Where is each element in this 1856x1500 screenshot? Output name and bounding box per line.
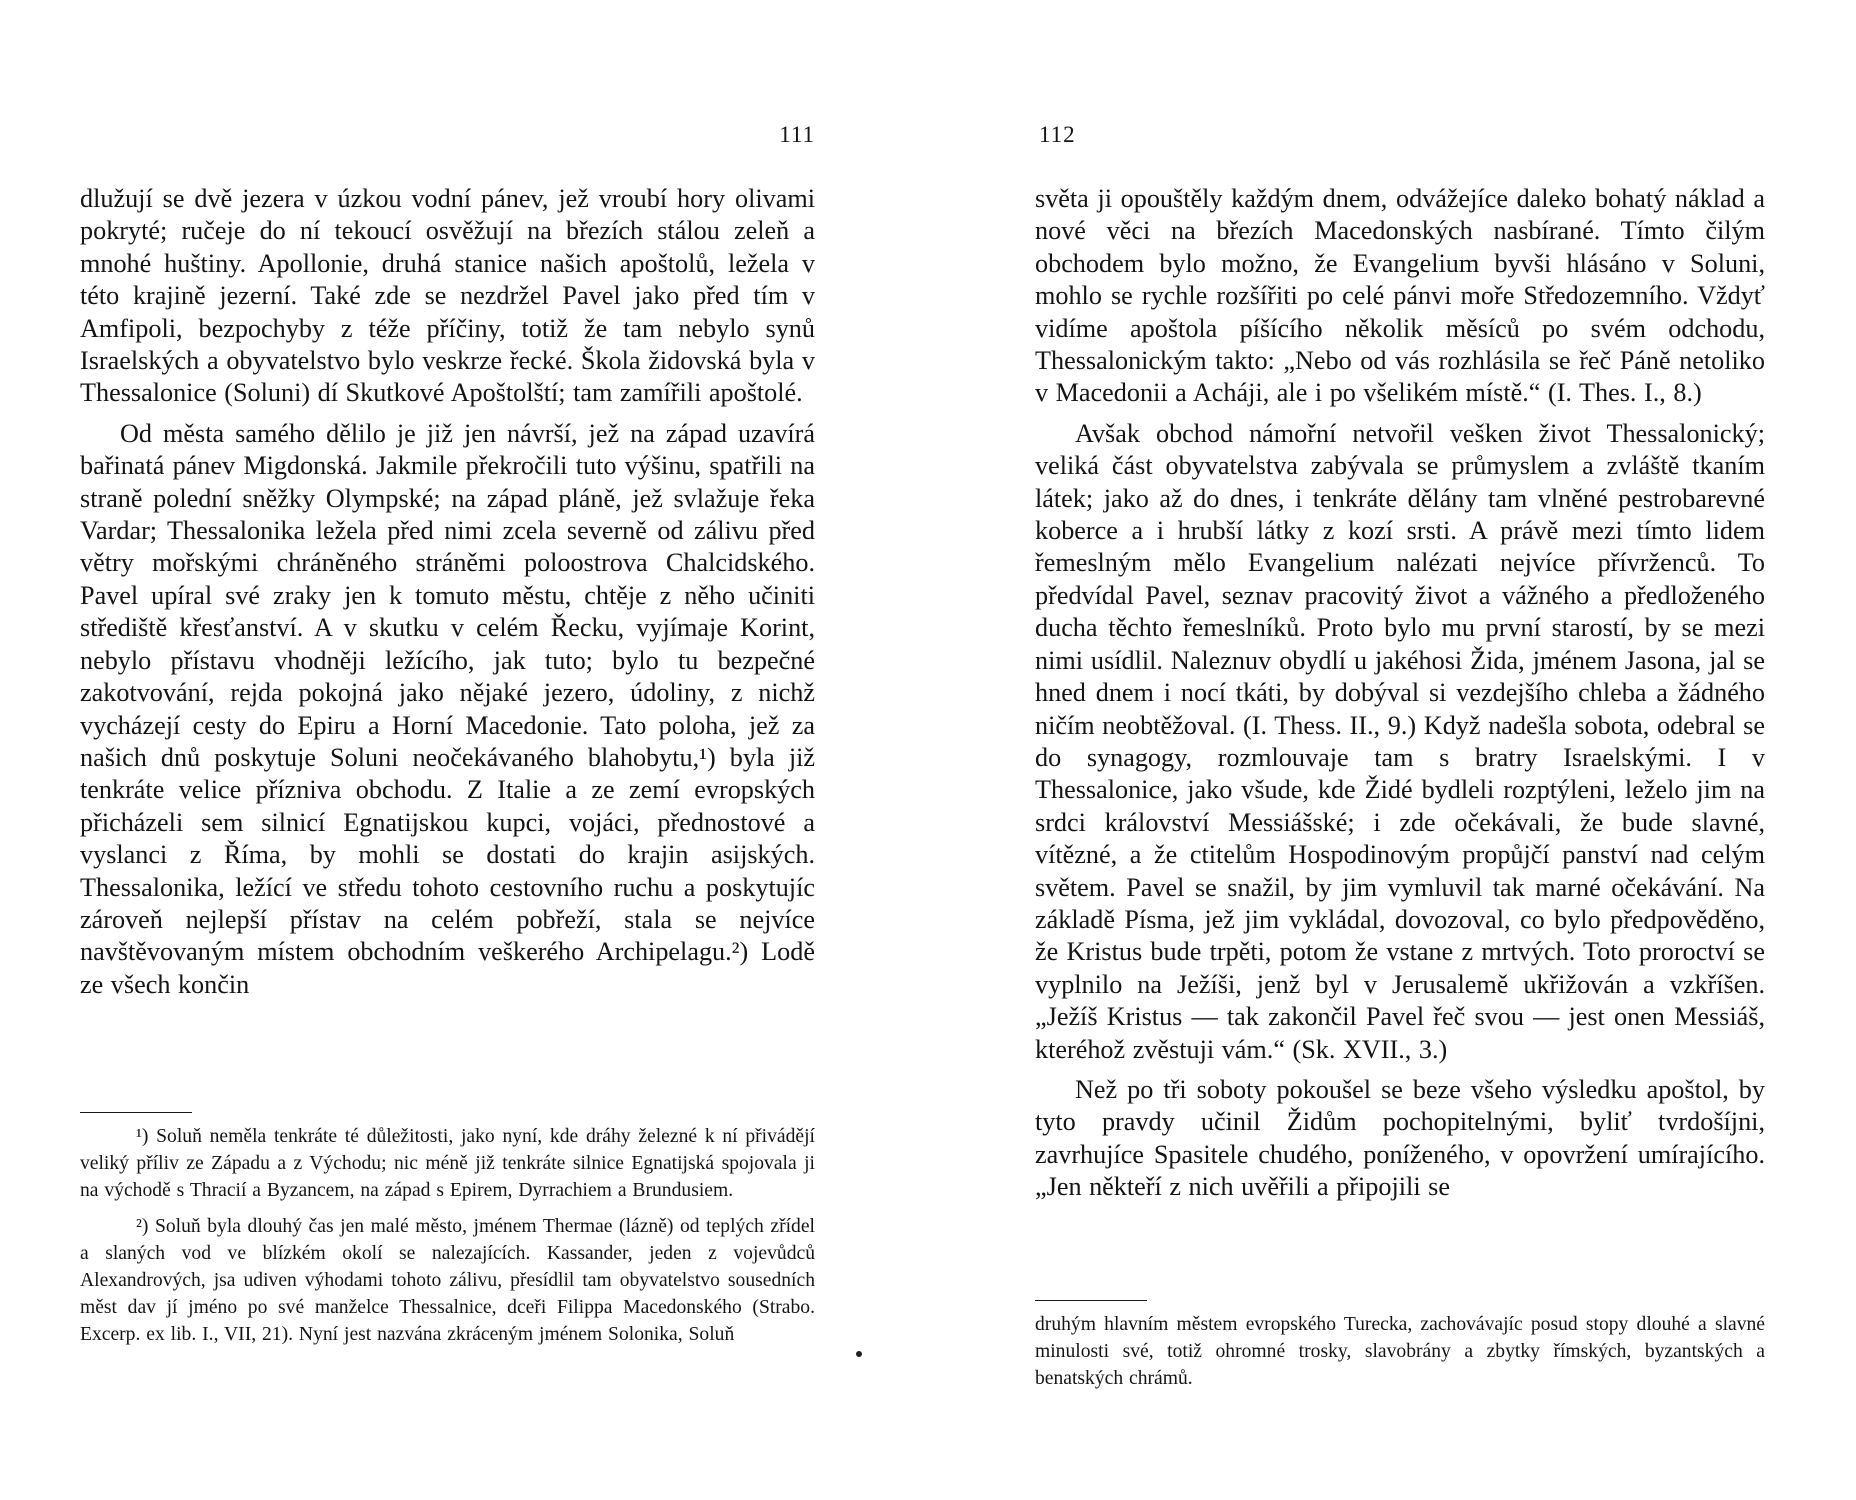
paragraph: Od města samého dělilo je již jen návrší, jež na západ uzavírá bařinatá pánev Migdonská. Jakmile překročili tuto výšinu, spatřili na straně polední sněžky Olympské; na západ pláně, jež svlažuje řeka Vardar; Thessalonika ležela před nimi zcela severně od zálivu před větry mořskými chráněného stráněmi poloostrova Chalcidského. Pavel upíral své zraky jen k tomuto městu, chtěje z něho učiniti střediště křesťanství. A v skutku v celém Řecku, vyjímaje Korint, nebylo přístavu vhodněji ležícího, jak tuto; bylo tu bezpečné zakotvování, rejda pokojná jako nějaké jezero, údoliny, z nichž vycházejí cesty do Epiru a Horní Macedonie. Tato poloha, jež za našich dnů poskytuje Soluni neočekávaného blahobytu,¹) byla již tenkráte velice přízniva obchodu. Z Italie a ze zemí evropských přicházeli sem silnicí Egnatijskou kupci, vojáci, přednostové a vyslanci z Říma, by mohli se dostati do krajin asijských. Thessalonika, ležící ve středu tohoto cestovního ruchu a poskytujíc zároveň nejlepší přístav na celém pobřeží, stala se nejvíce navštěvovaným místem obchodním veškerého Archipelagu.²) Lodě ze všech končin bbox=[80, 418, 815, 999]
footnote: ¹) Soluň neměla tenkráte té důležitosti, jako nyní, kde dráhy železné k ní přivádějí veliký příliv ze Západu a z Východu; nic méně již tenkráte silnice Egnatijská spojovala ji na východě s Thracií a Byzancem, na západ s Epirem, Dyrrachiem a Brundusiem. bbox=[80, 1126, 815, 1202]
footnotes bbox=[80, 1112, 815, 1349]
left-page bbox=[80, 0, 815, 1500]
paragraph: Než po tři soboty pokoušel se beze všeho výsledku apoštol, by tyto pravdy učinil Židům pochopitelnými, byliť tvrdošíjni, zavrhujíce Spasitele chudého, poníženého, v opovržení umírajícího. „Jen někteří z nich uvěřili a připojili se bbox=[1035, 1074, 1765, 1202]
paragraph: Avšak obchod námořní netvořil vešken život Thessalonický; veliká část obyvatelstva zabývala se průmyslem a zvláště tkaním látek; jako až do dnes, i tenkráte dělány tam vlněné pestrobarevné koberce a i hrubší látky z kozí srsti. A právě mezi tímto lidem řemeslným mělo Evangelium nalézati nejvíce přívrženců. To předvídal Pavel, seznav pracovitý život a vážného a předloženého ducha těchto řemeslníků. Proto bylo mu první starostí, by se mezi nimi usídlil. Naleznuv obydlí u jakéhosi Žida, jménem Jasona, jal se hned dnem i nocí tkáti, by dobýval si vezdejšího chleba a žádného ničím neobtěžoval. (I. Thess. II., 9.) Když nadešla sobota, odebral se do synagogy, rozmlouvaje tam s bratry Israelskými. I v Thessalonice, jako všude, kde Židé bydleli rozptýleni, leželo jim na srdci království Messiášské; i zde očekávali, že bude slavné, vítězné, a že ctitelům Hospodinovým propůjčí panství nad celým světem. Pavel se snažil, by jim vymluvil tak marné očekávání. Na základě Písma, jež jim vykládal, dovozoval, co bylo předpověděno, že Kristus bude trpěti, potom že vstane z mrtvých. Toto proroctví se vyplnilo na Ježíši, jenž byl v Jerusalemě ukřižován a vzkříšen. „Ježíš Kristus — tak zakončil Pavel řeč svou — jest onen Messiáš, kteréhož zvěstuji vám.“ (Sk. XVII., 3.) bbox=[1035, 418, 1765, 1064]
ink-speck bbox=[856, 1351, 862, 1357]
footnote-rule bbox=[1035, 1300, 1147, 1301]
paragraph: světa ji opouštěly každým dnem, odvážejíce daleko bohatý náklad a nové věci na březích Macedonských nasbírané. Tímto čilým obchodem bylo možno, že Evangelium byvši hlásáno v Soluni, mohlo se rychle rozšířiti po celé pánvi moře Středozemního. Vždyť vidíme apoštola píšícího několik měsíců po svém odchodu, Thessalonickým takto: „Nebo od vás rozhlásila se řeč Páně netoliko v Macedonii a Acháji, ale i po všelikém místě.“ (I. Thes. I., 8.) bbox=[1035, 184, 1765, 408]
page-number: 112 bbox=[1039, 122, 1076, 147]
right-page bbox=[1035, 0, 1765, 1500]
body-text bbox=[1035, 183, 1765, 1204]
footnote: druhým hlavním městem evropského Turecka, zachovávajíc posud stopy dlouhé a slavné minulosti své, totiž ohromné trosky, slavobrány a zbytky římských, byzantských a benatských chrámů. bbox=[1035, 1314, 1765, 1390]
paragraph: dlužují se dvě jezera v úzkou vodní pánev, jež vroubí hory olivami pokryté; ručeje do ní tekoucí osvěžují na březích stálou zeleň a mnohé huštiny. Apollonie, druhá stanice našich apoštolů, ležela v této krajině jezerní. Také zde se nezdržel Pavel jako před tím v Amfipoli, bezpochyby z téže příčiny, totiž že tam nebylo synů Israelských a obyvatelstvo bylo veskrze řecké. Škola židovská byla v Thessalonice (Soluni) dí Skutkové Apoštolští; tam zamířili apoštolé. bbox=[80, 184, 815, 408]
body-text bbox=[80, 183, 815, 1001]
footnote: ²) Soluň byla dlouhý čas jen malé město, jménem Thermae (lázně) od teplých zřídel a slaných vod ve blízkém okolí se nalezajících. Kassander, jeden z vojevůdců Alexandrových, jsa udiven výhodami tohoto zálivu, přesídlil tam obyvatelstvo sousedních měst dav jí jméno po své manželce Thessalnice, dceři Filippa Macedonského (Strabo. Excerp. ex lib. I., VII, 21). Nyní jest nazvána zkráceným jménem Solonika, Soluň bbox=[80, 1215, 815, 1346]
page-number: 111 bbox=[779, 122, 815, 147]
footnote-rule bbox=[80, 1112, 192, 1113]
footnotes bbox=[1035, 1300, 1765, 1393]
